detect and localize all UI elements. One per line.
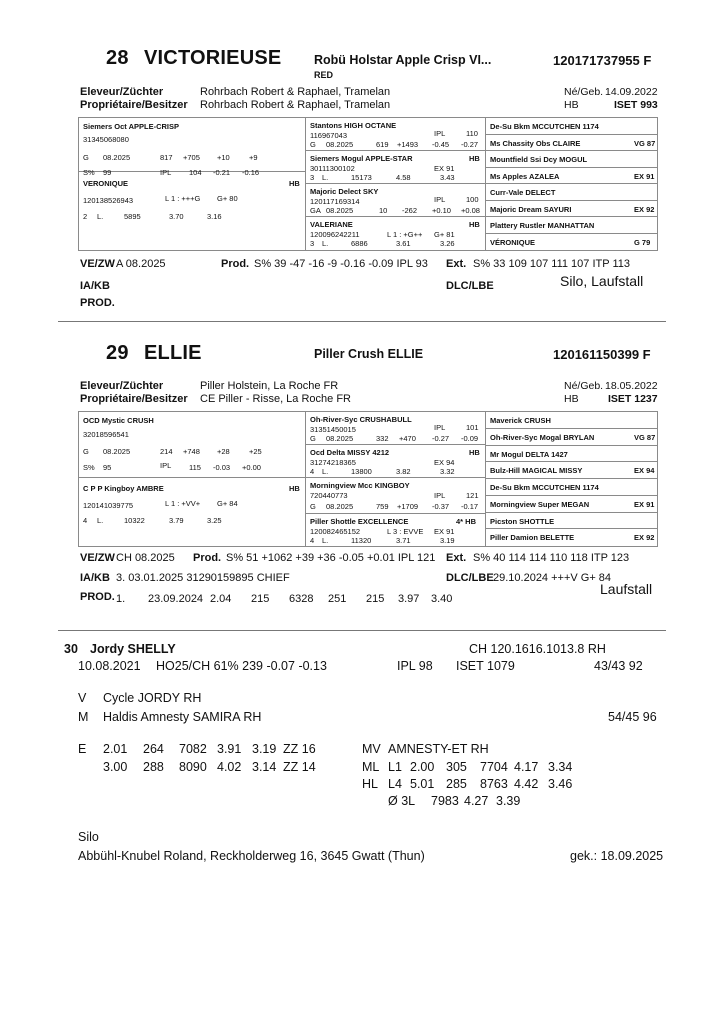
animal-name: ELLIE (144, 342, 202, 364)
sd-hb: HB (469, 448, 480, 457)
ext-index-label: Ext. (446, 552, 467, 564)
ds-ipl-label: IPL (434, 195, 446, 204)
great-grandparent-cell (486, 496, 657, 513)
sire-dam-cell (306, 445, 486, 478)
dd-hb: 4* HB (456, 517, 477, 526)
ext-index: S% 40 114 114 110 118 ITP 123 (473, 552, 630, 564)
dam-hb: HB (289, 484, 300, 493)
sire-fat-pct: -0.03 (213, 463, 231, 472)
iset: ISET 1079 (456, 659, 515, 673)
sire-s-value: 99 (103, 168, 112, 177)
dd-protein: 3.19 (440, 536, 455, 545)
sire-fat-pct: -0.21 (213, 168, 231, 177)
ds-ipl: 121 (466, 491, 479, 500)
dam-cell (79, 172, 306, 250)
dam-name: C P P Kingboy AMBRE (83, 484, 164, 493)
ss-id: 116967043 (310, 131, 347, 140)
ss-ipl-label: IPL (434, 423, 446, 432)
sire-name: OCD Mystic CRUSH (83, 416, 154, 425)
gg-name: Maverick CRUSH (490, 416, 551, 425)
dd-fat: 3.61 (396, 239, 411, 248)
owner-address: Abbühl-Knubel Roland, Reckholderweg 16, 3645 Gwatt (Thun) (78, 849, 425, 863)
sire-dam-cell (306, 151, 486, 184)
dam-label: M (78, 710, 89, 724)
sd-lact: 4 (310, 467, 315, 476)
dam-id: 120138526943 (83, 196, 134, 205)
hb-flag: HB (564, 393, 579, 405)
dam-lactation: L 1 : +++G (165, 194, 201, 203)
sd-id: 30111300102 (310, 164, 355, 173)
ss-type: G (310, 140, 316, 149)
owner-label: Propriétaire/Besitzer (80, 393, 188, 405)
dam-name: Haldis Amnesty SAMIRA RH (103, 710, 262, 724)
dam-protein: 3.16 (207, 212, 222, 221)
ds-milk: -262 (402, 206, 418, 215)
genomic-stats: HO25/CH 61% 239 -0.07 -0.13 (156, 659, 327, 673)
vezw-value: CH 08.2025 (116, 552, 175, 564)
gg-name: Ms Chassity Obs CLAIRE (490, 138, 581, 148)
prod-index-label: Prod. (221, 258, 250, 270)
mv-label: MV (362, 742, 381, 756)
sire-milk: +705 (183, 153, 200, 162)
dam-dam-cell (306, 217, 486, 250)
e-value: 3.14 (252, 760, 277, 774)
prod-index: S% 39 -47 -16 -9 -0.16 -0.09 IPL 93 (254, 258, 428, 270)
ss-name: Stantons HIGH OCTANE (310, 121, 397, 130)
ds-protein: +0.08 (461, 206, 480, 215)
great-grandparent-cell (486, 529, 657, 546)
breeder: Rohrbach Robert & Raphael, Tramelan (200, 86, 391, 98)
iset: ISET 993 (614, 99, 658, 111)
e-value: 3.91 (217, 742, 242, 756)
gg-name: Mountfield Ssi Dcy MOGUL (490, 155, 588, 164)
dd-score: EX 91 (434, 527, 455, 536)
ss-milk: +470 (399, 434, 416, 443)
dam-milk: 5895 (124, 212, 141, 221)
sire-daughters: 817 (160, 153, 173, 162)
dam-id: 120141039775 (83, 501, 134, 510)
sd-score: EX 94 (434, 458, 455, 467)
sire-daughters: 214 (160, 447, 173, 456)
prod-index: S% 51 +1062 +39 +36 -0.05 +0.01 IPL 121 (226, 552, 436, 564)
sd-score: EX 91 (434, 164, 455, 173)
great-grandparent-cell (486, 135, 657, 152)
sire-cell (79, 412, 306, 478)
iakb-label: IA/KB (80, 280, 110, 292)
ds-ipl: 100 (466, 195, 479, 204)
e-value: 3.00 (103, 760, 128, 774)
owner: Rohrbach Robert & Raphael, Tramelan (200, 99, 391, 111)
dam-hb: HB (289, 179, 300, 188)
iset: ISET 1237 (608, 393, 658, 405)
sire-protein: +25 (249, 447, 262, 456)
ds-fat: +0.10 (432, 206, 451, 215)
ss-id: 31351450015 (310, 425, 356, 434)
gg-name: Picston SHOTTLE (490, 516, 555, 526)
housing: Laufstall (600, 581, 653, 597)
great-grandparent-cell (486, 168, 657, 185)
dam-milk: 10322 (124, 516, 145, 525)
great-grandparent-cell (486, 412, 657, 429)
sire-eval-type: G (83, 447, 89, 456)
ss-daughters: 619 (376, 140, 389, 149)
dd-id: 120096242211 (310, 230, 360, 239)
sire-protein: +9 (249, 153, 258, 162)
ss-milk: +1493 (397, 140, 419, 149)
ml-value: 2.00 (410, 760, 435, 774)
gg-score: EX 92 (634, 533, 655, 543)
hl-value: 4.42 (514, 777, 539, 791)
dam-lactation: L 1 : +VV+ (165, 499, 201, 508)
sire-cell (79, 118, 306, 177)
sire-milk: +748 (183, 447, 200, 456)
e-value: ZZ 14 (283, 760, 316, 774)
dam-dam-cell (306, 514, 486, 546)
ml-value: 4.17 (514, 760, 539, 774)
sire-s-label: S% (83, 168, 95, 177)
ml-value: 305 (446, 760, 467, 774)
great-grandparent-cell (486, 118, 657, 135)
breeder: Piller Holstein, La Roche FR (200, 380, 339, 392)
breeder-label: Eleveur/Züchter (80, 380, 164, 392)
sd-protein: 3.32 (440, 467, 455, 476)
gg-name: De-Su Bkm MCCUTCHEN 1174 (490, 483, 599, 492)
great-grandparent-cell (486, 201, 657, 218)
gg-score: VG 87 (634, 138, 656, 148)
catalog-number: 29 (106, 342, 129, 364)
ds-name: Majoric Delect SKY (310, 187, 379, 196)
gg-name: De-Su Bkm MCCUTCHEN 1174 (490, 122, 599, 131)
great-grandparent-cell (486, 479, 657, 496)
sire-sire-cell (306, 118, 486, 151)
registration-id: CH 120.1616.1013.8 RH (469, 642, 606, 656)
hl-value: L4 (388, 777, 402, 791)
e-value: 264 (143, 742, 164, 756)
great-grandparent-cell (486, 446, 657, 463)
iakb-value: 3. 03.01.2025 31290159895 CHIEF (116, 572, 290, 584)
great-grandparent-cell (486, 234, 657, 251)
ss-date: 08.2025 (326, 434, 354, 443)
ss-fat: -0.27 (432, 434, 450, 443)
dam-protein: 3.25 (207, 516, 222, 525)
gg-name: Oh-River-Syc Mogal BRYLAN (490, 432, 595, 442)
sd-lact-label: L. (322, 173, 329, 182)
dd-lact-count: 4 (310, 536, 315, 545)
housing: Silo, Laufstall (560, 273, 644, 289)
ss-date: 08.2025 (326, 140, 354, 149)
registration-id: 120161150399 F (553, 347, 651, 362)
gg-score: EX 91 (634, 499, 655, 509)
prod-milk: 6328 (289, 593, 314, 605)
dlc-value: 29.10.2024 +++V G+ 84 (493, 572, 612, 584)
dlc-label: DLC/LBE (446, 280, 494, 292)
ml-value: L1 (388, 760, 402, 774)
prod-days: 215 (251, 593, 270, 605)
ext-index-label: Ext. (446, 258, 467, 270)
gg-name: Mr Mogul DELTA 1427 (490, 449, 568, 459)
gg-name: Majoric Dream SAYURI (490, 204, 572, 214)
avg-value: 4.27 (464, 794, 489, 808)
ds-fat: -0.37 (432, 502, 450, 511)
sire-ipl: 115 (189, 463, 201, 472)
sd-name: Ocd Delta MISSY 4212 (310, 448, 390, 457)
great-grandparent-cell (486, 429, 657, 446)
dam-score: 54/45 96 (608, 710, 657, 724)
dd-lactation: L 1 : +G++ (387, 230, 423, 239)
gg-name: Piller Damion BELETTE (490, 533, 575, 543)
prod-calving-date: 23.09.2024 (148, 593, 204, 605)
ss-fat: -0.45 (432, 140, 450, 149)
sd-lact: 3 (310, 173, 315, 182)
e-value: 2.01 (103, 742, 128, 756)
gg-name: Bulz-Hill MAGICAL MISSY (490, 466, 583, 476)
prod-index-label: Prod. (193, 552, 222, 564)
divider (58, 321, 666, 322)
iakb-label: IA/KB (80, 572, 110, 584)
great-grandparent-cell (486, 513, 657, 530)
sire-fat: +28 (217, 447, 230, 456)
mv-name: AMNESTY-ET RH (388, 742, 489, 756)
ml-label: ML (362, 760, 380, 774)
gg-name: Plattery Rustler MANHATTAN (490, 221, 595, 230)
full-name: Piller Crush ELLIE (314, 347, 424, 361)
gg-name: Ms Apples AZALEA (490, 171, 560, 181)
ds-ipl-label: IPL (434, 491, 446, 500)
e-value: 8090 (179, 760, 207, 774)
ss-protein: -0.09 (461, 434, 479, 443)
dlc-label: DLC/LBE (446, 572, 494, 584)
dd-milk: 11320 (351, 536, 372, 545)
born-label: Né/Geb. (564, 380, 604, 392)
color-tag: RED (314, 70, 334, 80)
dam-sire-cell (306, 184, 486, 217)
great-grandparent-cell (486, 217, 657, 234)
dam-lact-count: 2 (83, 212, 88, 221)
ml-value: 3.34 (548, 760, 573, 774)
avg-value: 7983 (431, 794, 459, 808)
score: 43/43 92 (594, 659, 643, 673)
e-label: E (78, 742, 87, 756)
born-label: Né/Geb. (564, 86, 604, 98)
sire-id: 31345068080 (83, 135, 129, 144)
sire-ipl: 104 (189, 168, 202, 177)
e-value: ZZ 16 (283, 742, 316, 756)
gg-score: G 79 (634, 237, 651, 247)
great-grandparents (486, 118, 657, 250)
dam-lact-count: 4 (83, 516, 88, 525)
avg-value: 3.39 (496, 794, 521, 808)
vezw-label: VE/ZW (80, 258, 115, 270)
dam-lact-label: L. (97, 516, 104, 525)
sd-lact-label: L. (322, 467, 329, 476)
sire-name: Cycle JORDY RH (103, 691, 202, 705)
animal-name: VICTORIEUSE (144, 47, 282, 69)
sd-milk: 13800 (351, 467, 372, 476)
dd-protein: 3.26 (440, 239, 455, 248)
sire-ipl-label: IPL (160, 461, 172, 470)
dam-fat: 3.79 (169, 516, 184, 525)
sire-s-value: 95 (103, 463, 112, 472)
prod-record-label: PROD. (80, 591, 115, 603)
catalog-number: 28 (106, 47, 129, 69)
dd-lactation: L 3 : EVVE (387, 527, 424, 536)
ss-ipl: 101 (466, 423, 479, 432)
sire-eval-type: G (83, 153, 89, 162)
great-grandparent-cell (486, 184, 657, 201)
ds-daughters: 759 (376, 502, 389, 511)
sd-name: Siemers Mogul APPLE-STAR (310, 154, 413, 163)
prod-fat-pct: 3.97 (398, 593, 420, 605)
hb-flag: HB (564, 99, 579, 111)
ds-daughters: 10 (379, 206, 388, 215)
ds-name: Morningview Mcc KINGBOY (310, 481, 410, 490)
owner: CE Piller - Risse, La Roche FR (200, 393, 351, 405)
dd-lact-label: L. (322, 536, 329, 545)
ss-name: Oh-River-Syc CRUSHABULL (310, 415, 412, 424)
e-value: 7082 (179, 742, 207, 756)
ds-date: 08.2025 (326, 206, 354, 215)
ds-protein: -0.17 (461, 502, 479, 511)
sire-sire-cell (306, 412, 486, 445)
great-grandparents (486, 412, 657, 546)
ds-id: 720440773 (310, 491, 348, 500)
ss-type: G (310, 434, 316, 443)
dam-sire-cell (306, 478, 486, 514)
full-name: Robü Holstar Apple Crisp VI... (314, 53, 492, 67)
hl-label: HL (362, 777, 378, 791)
ss-ipl-label: IPL (434, 129, 446, 138)
e-value: 288 (143, 760, 164, 774)
sire-fat: +10 (217, 153, 230, 162)
ds-type: GA (310, 206, 321, 215)
ss-ipl: 110 (466, 129, 478, 138)
dd-name: VALERIANE (310, 220, 353, 229)
dd-hb: HB (469, 220, 480, 229)
ss-protein: -0.27 (461, 140, 479, 149)
e-value: 3.19 (252, 742, 277, 756)
vezw-value: A 08.2025 (116, 258, 166, 270)
dd-lact-count: 3 (310, 239, 315, 248)
ds-id: 120117169314 (310, 197, 360, 206)
dam-cell (79, 478, 306, 546)
great-grandparent-cell (486, 462, 657, 479)
ds-milk: +1709 (397, 502, 419, 511)
prod-lact-number: 1. (116, 593, 126, 605)
gg-score: VG 87 (634, 432, 656, 442)
hl-value: 285 (446, 777, 467, 791)
gg-name: Curr-Vale DELECT (490, 188, 556, 197)
sd-milk: 15173 (351, 173, 372, 182)
ds-date: 08.2025 (326, 502, 354, 511)
sire-ipl-label: IPL (160, 168, 172, 177)
sd-id: 31274218365 (310, 458, 356, 467)
owner-label: Propriétaire/Besitzer (80, 99, 188, 111)
birth-date: 10.08.2021 (78, 659, 141, 673)
sd-fat: 4.58 (396, 173, 411, 182)
vezw-label: VE/ZW (80, 552, 115, 564)
ds-type: G (310, 502, 316, 511)
ss-daughters: 332 (376, 434, 389, 443)
gg-score: EX 92 (634, 204, 655, 214)
divider (58, 630, 666, 631)
hl-value: 5.01 (410, 777, 435, 791)
dam-fat: 3.70 (169, 212, 184, 221)
sire-name: Siemers Oct APPLE-CRISP (83, 122, 180, 131)
breeder-label: Eleveur/Züchter (80, 86, 164, 98)
sire-protein-pct: -0.16 (242, 168, 260, 177)
gg-score: EX 91 (634, 171, 655, 181)
prod-protein-pct: 3.40 (431, 593, 453, 605)
great-grandparent-cell (486, 151, 657, 168)
sire-eval-date: 08.2025 (103, 447, 131, 456)
sire-protein-pct: +0.00 (242, 463, 261, 472)
gg-score: EX 94 (634, 466, 655, 476)
e-value: 4.02 (217, 760, 242, 774)
sire-id: 32018596541 (83, 430, 129, 439)
dd-id: 120082465152 (310, 527, 361, 536)
ml-value: 7704 (480, 760, 508, 774)
dd-score: G+ 81 (434, 230, 455, 239)
pedigree-table (78, 117, 658, 251)
dd-milk: 6886 (351, 239, 368, 248)
catalog-number: 30 (64, 642, 78, 656)
sire-label: V (78, 691, 87, 705)
housing: Silo (78, 830, 99, 844)
sire-s-label: S% (83, 463, 95, 472)
dd-name: Piller Shottle EXCELLENCE (310, 517, 409, 526)
sire-eval-date: 08.2025 (103, 153, 131, 162)
sd-fat: 3.82 (396, 467, 411, 476)
purchase-date: gek.: 18.09.2025 (570, 849, 664, 863)
pedigree-table (78, 411, 658, 547)
sd-hb: HB (469, 154, 480, 163)
born-date: 14.09.2022 (605, 86, 658, 98)
born-date: 18.05.2022 (605, 380, 658, 392)
ext-index: S% 33 109 107 111 107 ITP 113 (473, 258, 630, 270)
prod-age: 2.04 (210, 593, 232, 605)
gg-name: VÉRONIQUE (490, 237, 536, 247)
hl-value: 8763 (480, 777, 508, 791)
dam-name: VERONIQUE (83, 179, 129, 188)
dam-score: G+ 84 (217, 499, 238, 508)
hl-value: 3.46 (548, 777, 573, 791)
sd-protein: 3.43 (440, 173, 455, 182)
gg-name: Morningview Super MEGAN (490, 499, 590, 509)
dd-fat: 3.71 (396, 536, 411, 545)
prod-fat-kg: 251 (328, 593, 347, 605)
registration-id: 120171737955 F (553, 53, 652, 68)
dam-score: G+ 80 (217, 194, 238, 203)
prod-record-label: PROD. (80, 297, 115, 309)
ipl: IPL 98 (397, 659, 433, 673)
dam-lact-label: L. (97, 212, 104, 221)
dd-lact-label: L. (322, 239, 329, 248)
animal-name: Jordy SHELLY (90, 642, 176, 656)
prod-protein-kg: 215 (366, 593, 385, 605)
avg-value: Ø 3L (388, 794, 416, 808)
